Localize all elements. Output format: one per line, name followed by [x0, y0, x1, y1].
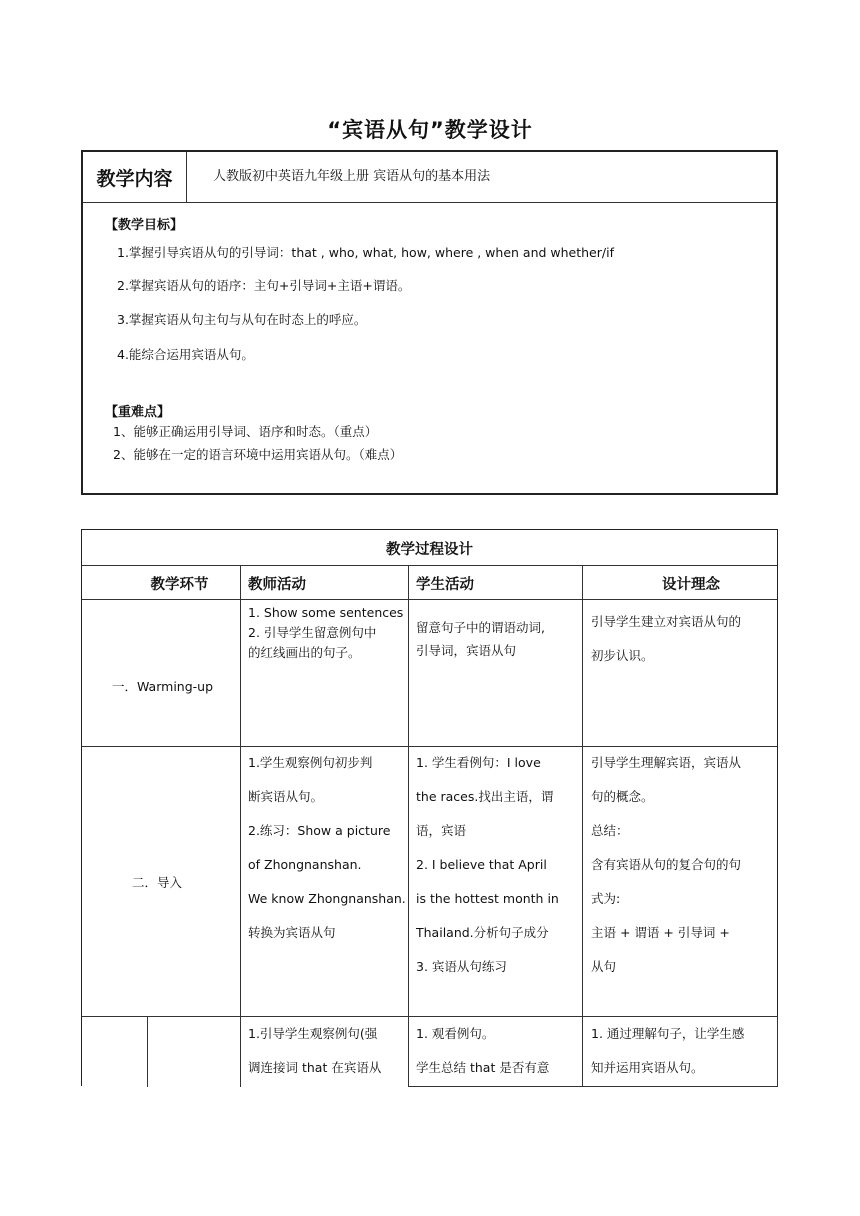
concept-line: 1. 通过理解句子，让学生感 [591, 1026, 745, 1041]
student-activity [416, 616, 581, 662]
teacher-line: 1.学生观察例句初步判 [248, 755, 373, 770]
teacher-line: We know Zhongnanshan. [248, 891, 406, 906]
design-concept [591, 1017, 775, 1085]
student-line: 1. 学生看例句：I love [416, 755, 541, 770]
goals-heading: 【教学目标】 [105, 218, 184, 233]
content-label: 教学内容 [83, 152, 187, 202]
student-line: Thailand.分析句子成分 [416, 925, 549, 940]
content-row [83, 152, 776, 203]
key-points-heading: 【重难点】 [105, 405, 171, 420]
concept-line: 含有宾语从句的复合句的句 [591, 857, 742, 872]
header-concept: 设计理念 [662, 577, 720, 593]
concept-line: 知并运用宾语从句。 [591, 1060, 704, 1075]
goal-item: 2.掌握宾语从句的语序：主句+引导词+主语+谓语。 [117, 278, 411, 293]
concept-line: 主语 + 谓语 + 引导词 + [591, 925, 730, 940]
concept-line: 引导学生建立对宾语从句的 [591, 614, 742, 629]
process-table [81, 529, 778, 1086]
student-line: the races.找出主语，谓 [416, 789, 554, 804]
content-value: 人教版初中英语九年级上册 宾语从句的基本用法 [213, 169, 491, 184]
student-activity [416, 1017, 581, 1085]
concept-line: 引导学生理解宾语，宾语从 [591, 755, 742, 770]
step-introduction: 二．导入 [132, 875, 183, 890]
teacher-line: 2.练习：Show a picture [248, 823, 391, 838]
key-point-item: 2、能够在一定的语言环境中运用宾语从句。（难点） [113, 447, 403, 462]
teacher-activity [248, 746, 408, 950]
goal-item: 1.掌握引导宾语从句的引导词：that , who, what, how, where , when and whether/if [117, 245, 614, 260]
concept-line: 初步认识。 [591, 648, 654, 663]
document-title: “宾语从句”教学设计 [327, 118, 533, 142]
student-line: 学生总结 that 是否有意 [416, 1060, 550, 1075]
design-concept [591, 746, 775, 984]
step-warming-up: 一．Warming-up [112, 679, 214, 694]
header-teacher: 教师活动 [248, 577, 306, 593]
teacher-line: 的红线画出的句子。 [248, 645, 361, 660]
teacher-line: of Zhongnanshan. [248, 857, 362, 872]
teacher-activity [248, 1017, 408, 1085]
goal-item: 4.能综合运用宾语从句。 [117, 347, 254, 362]
goal-item: 3.掌握宾语从句主句与从句在时态上的呼应。 [117, 312, 367, 327]
concept-line: 总结： [591, 823, 629, 838]
process-title: 教学过程设计 [386, 542, 473, 558]
teacher-line: 1.引导学生观察例句(强 [248, 1026, 378, 1041]
teacher-line: 调连接词 that 在宾语从 [248, 1060, 382, 1075]
student-line: 2. I believe that April [416, 857, 547, 872]
header-step: 教学环节 [150, 577, 209, 593]
concept-line: 句的概念。 [591, 789, 654, 804]
teaching-info-table [81, 150, 778, 495]
header-student: 学生活动 [416, 577, 474, 593]
teacher-line: 转换为宾语从句 [248, 925, 336, 940]
concept-line: 从句 [591, 959, 617, 974]
student-line: 留意句子中的谓语动词, [416, 620, 545, 635]
key-point-item: 1、能够正确运用引导词、语序和时态。（重点） [113, 424, 378, 439]
concept-line: 式为: [591, 891, 621, 906]
student-line: 1. 观看例句。 [416, 1026, 495, 1041]
teacher-activity [248, 603, 408, 663]
student-line: is the hottest month in [416, 891, 559, 906]
teacher-line: 2. 引导学生留意例句中 [248, 625, 377, 640]
student-activity [416, 746, 581, 984]
student-line: 语，宾语 [416, 823, 467, 838]
teacher-line: 1. Show some sentences [248, 605, 404, 620]
design-concept [591, 605, 775, 673]
teacher-line: 断宾语从句。 [248, 789, 324, 804]
student-line: 引导词，宾语从句 [416, 643, 517, 658]
student-line: 3. 宾语从句练习 [416, 959, 507, 974]
